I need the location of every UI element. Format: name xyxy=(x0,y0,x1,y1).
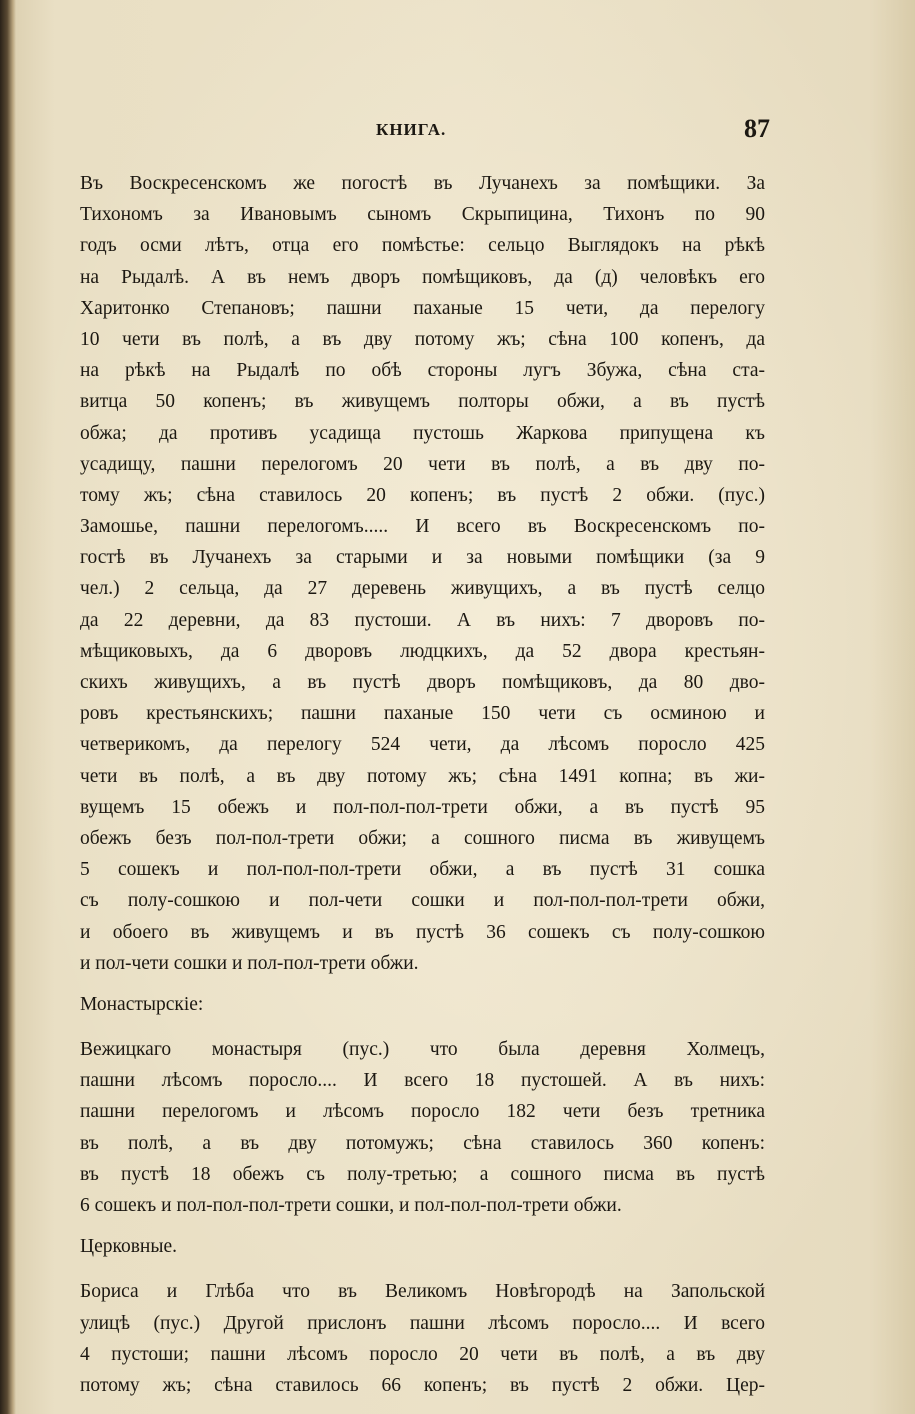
text-line: на Рыдалѣ. А въ немъ дворъ помѣщиковъ, да (д) человѣкъ его xyxy=(80,266,765,288)
spacer xyxy=(80,979,765,989)
text-line: 10 чети въ полѣ, а въ дву потому жъ; сѣна 100 копенъ, да xyxy=(80,328,765,350)
text-line: обежъ безъ пол-пол-трети обжи; а сошного писма въ живущемъ xyxy=(80,827,765,849)
section-heading-monastic: Монастырскіе: xyxy=(80,993,204,1015)
text-line: 4 пустоши; пашни лѣсомъ поросло 20 чети въ полѣ, а въ дву xyxy=(80,1343,765,1365)
text-line: тому жъ; сѣна ставилось 20 копенъ; въ пустѣ 2 обжи. (пус.) xyxy=(80,484,765,506)
paragraph-secular-estates xyxy=(80,168,765,979)
text-line: мѣщиковыхъ, да 6 дворовъ людцкихъ, да 52 двора крестьян- xyxy=(80,640,765,662)
text-line: 5 сошекъ и пол-пол-пол-трети обжи, а въ пустѣ 31 сошка xyxy=(80,859,765,881)
text-line: четверикомъ, да перелогу 524 чети, да лѣсомъ поросло 425 xyxy=(80,734,765,756)
text-line: Въ Воскресенскомъ же погостѣ въ Лучанехъ за помѣщики. За xyxy=(80,173,765,194)
text-line: на рѣкѣ на Рыдалѣ по обѣ стороны лугъ Збужа, сѣна ста- xyxy=(80,360,765,382)
text-line: пашни перелогомъ и лѣсомъ поросло 182 чети безъ третника xyxy=(80,1101,765,1123)
spacer xyxy=(80,1020,765,1034)
text-line: улицѣ (пус.) Другой прислонъ пашни лѣсомъ поросло.... И всего xyxy=(80,1312,765,1334)
text-line: Харитонко Степановъ; пашни паханые 15 чети, да перелогу xyxy=(80,297,765,319)
text-line: въ полѣ, а въ дву потомужъ; сѣна ставилось 360 копенъ: xyxy=(80,1132,765,1154)
text-line: да 22 деревни, да 83 пустоши. А въ нихъ: 7 дворовъ по- xyxy=(80,609,765,631)
text-line: потому жъ; сѣна ставилось 66 копенъ; въ пустѣ 2 обжи. Цер- xyxy=(80,1374,765,1396)
text-line: Вежицкаго монастыря (пус.) что была деревня Холмецъ, xyxy=(80,1039,765,1061)
text-line: Тихономъ за Ивановымъ сыномъ Скрыпицина, Тихонъ по 90 xyxy=(80,204,765,226)
text-line: Замошье, пашни перелогомъ..... И всего въ Воскресенскомъ по- xyxy=(80,516,765,538)
text-line: усадищу, пашни перелогомъ 20 чети въ полѣ, а въ дву по- xyxy=(80,453,765,475)
paragraph-monastic xyxy=(80,1034,765,1221)
text-line: пашни лѣсомъ поросло.... И всего 18 пустошей. А въ нихъ: xyxy=(80,1070,765,1092)
page-header xyxy=(80,114,770,144)
text-line: съ полу-сошкою и пол-чети сошки и пол-пол-пол-трети обжи, xyxy=(80,890,765,912)
text-line: чети въ полѣ, а въ дву потому жъ; сѣна 1491 копна; въ жи- xyxy=(80,765,765,787)
text-line: въ пустѣ 18 обежъ съ полу-третью; а сошного писма въ пустѣ xyxy=(80,1163,765,1185)
book-spine-shadow xyxy=(0,0,16,1414)
text-line: скихъ живущихъ, а въ пустѣ дворъ помѣщиковъ, да 80 дво- xyxy=(80,672,765,693)
page-number: 87 xyxy=(744,114,770,143)
text-line: годъ осми лѣтъ, отца его помѣстье: сельцо Выглядокъ на рѣкѣ xyxy=(80,235,765,257)
spacer xyxy=(80,1221,765,1231)
running-title: КНИГА. xyxy=(376,120,447,139)
text-line: Бориса и Глѣба что въ Великомъ Новѣгородѣ на Запольской xyxy=(80,1281,765,1303)
section-heading-church: Церковные. xyxy=(80,1236,177,1258)
text-line: обжа; да противъ усадища пустошь Жаркова припущена къ xyxy=(80,422,765,444)
text-line: витца 50 копенъ; въ живущемъ полторы обжи, а въ пустѣ xyxy=(80,391,765,413)
paragraph-church xyxy=(80,1276,765,1401)
spacer xyxy=(80,1262,765,1276)
body-text xyxy=(80,168,765,1401)
text-line: вущемъ 15 обежъ и пол-пол-пол-трети обжи, а въ пустѣ 95 xyxy=(80,796,765,818)
text-line: и обоего въ живущемъ и въ пустѣ 36 сошекъ съ полу-сошкою xyxy=(80,921,765,943)
text-line: чел.) 2 сельца, да 27 деревень живущихъ, а въ пустѣ селцо xyxy=(80,578,765,600)
text-line: ровъ крестьянскихъ; пашни паханые 150 чети съ осминою и xyxy=(80,703,765,725)
text-line: гостѣ въ Лучанехъ за старыми и за новыми помѣщики (за 9 xyxy=(80,547,765,569)
text-line: 6 сошекъ и пол-пол-пол-трети сошки, и пол-пол-пол-трети обжи. xyxy=(80,1195,622,1216)
text-line: и пол-чети сошки и пол-пол-трети обжи. xyxy=(80,952,419,974)
